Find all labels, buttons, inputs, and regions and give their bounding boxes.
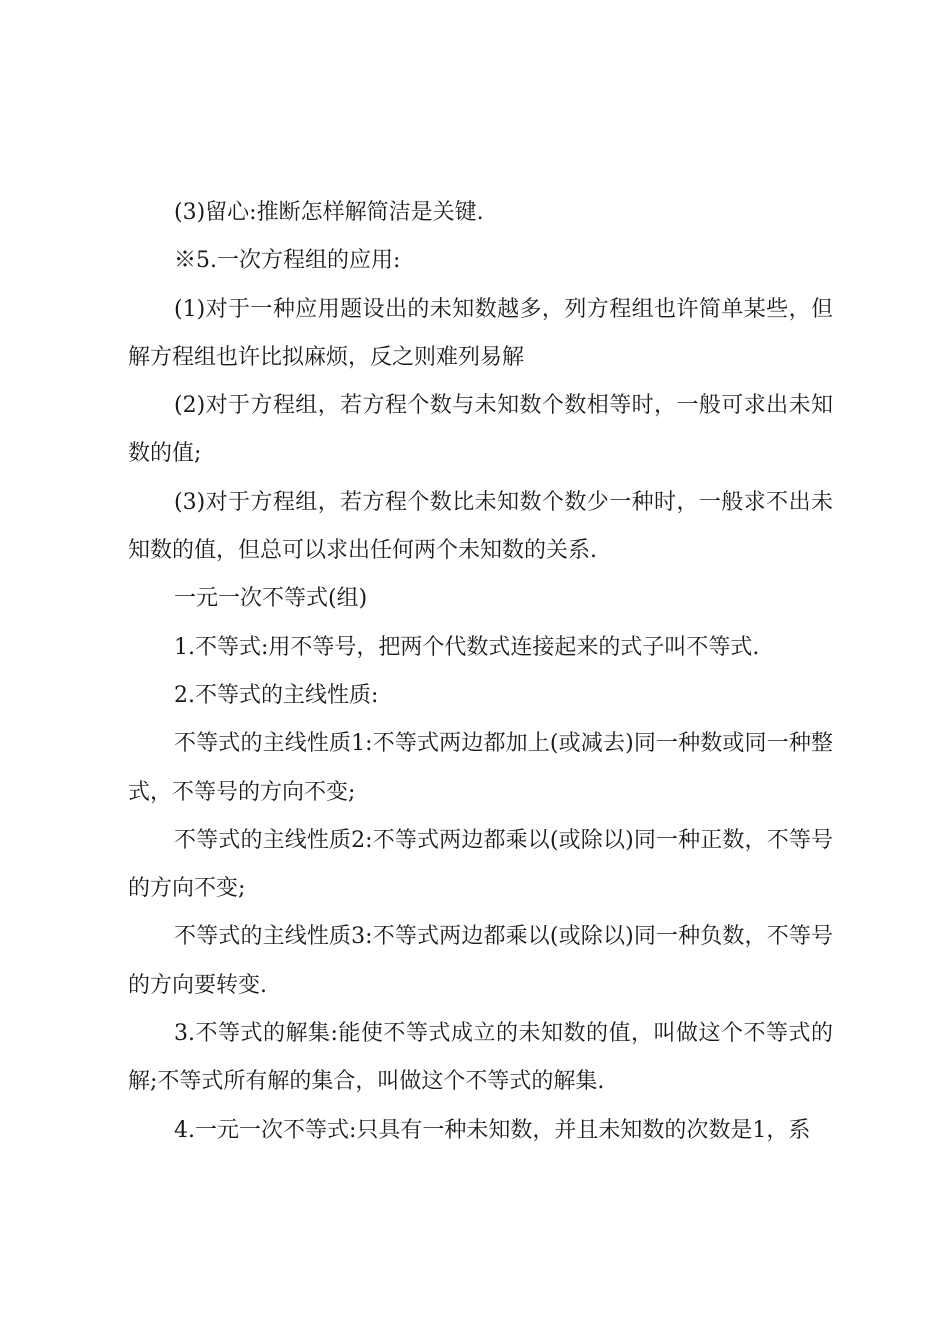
paragraph: (3)对于方程组，若方程个数比未知数个数少一种时，一般求不出未知数的值，但总可以求出任何两个未知数的关系. bbox=[128, 489, 833, 564]
paragraph: 4.一元一次不等式:只具有一种未知数，并且未知数的次数是1，系 bbox=[174, 1117, 811, 1143]
paragraph: (1)对于一种应用题设出的未知数越多，列方程组也许简单某些，但解方程组也许比拟麻烦，反之则难列易解 bbox=[128, 296, 833, 370]
document-body bbox=[128, 189, 833, 1155]
section-heading: ※5.一次方程组的应用: bbox=[174, 248, 401, 274]
section-heading: 一元一次不等式(组) bbox=[174, 586, 368, 612]
paragraph: (2)对于方程组，若方程个数与未知数个数相等时，一般可求出未知数的值; bbox=[128, 393, 833, 467]
paragraph: (3)留心:推断怎样解简洁是关键. bbox=[174, 200, 484, 225]
paragraph: 3.不等式的解集:能使不等式成立的未知数的值，叫做这个不等式的解;不等式所有解的集合，叫做这个不等式的解集. bbox=[128, 1021, 833, 1095]
paragraph: 不等式的主线性质2:不等式两边都乘以(或除以)同一种正数，不等号的方向不变; bbox=[128, 827, 833, 902]
paragraph: 不等式的主线性质1:不等式两边都加上(或减去)同一种数或同一种整式，不等号的方向不变; bbox=[128, 731, 833, 805]
paragraph: 不等式的主线性质3:不等式两边都乘以(或除以)同一种负数，不等号的方向要转变. bbox=[128, 924, 833, 998]
paragraph: 1.不等式:用不等号，把两个代数式连接起来的式子叫不等式. bbox=[174, 634, 760, 660]
paragraph: 2.不等式的主线性质: bbox=[174, 682, 379, 708]
